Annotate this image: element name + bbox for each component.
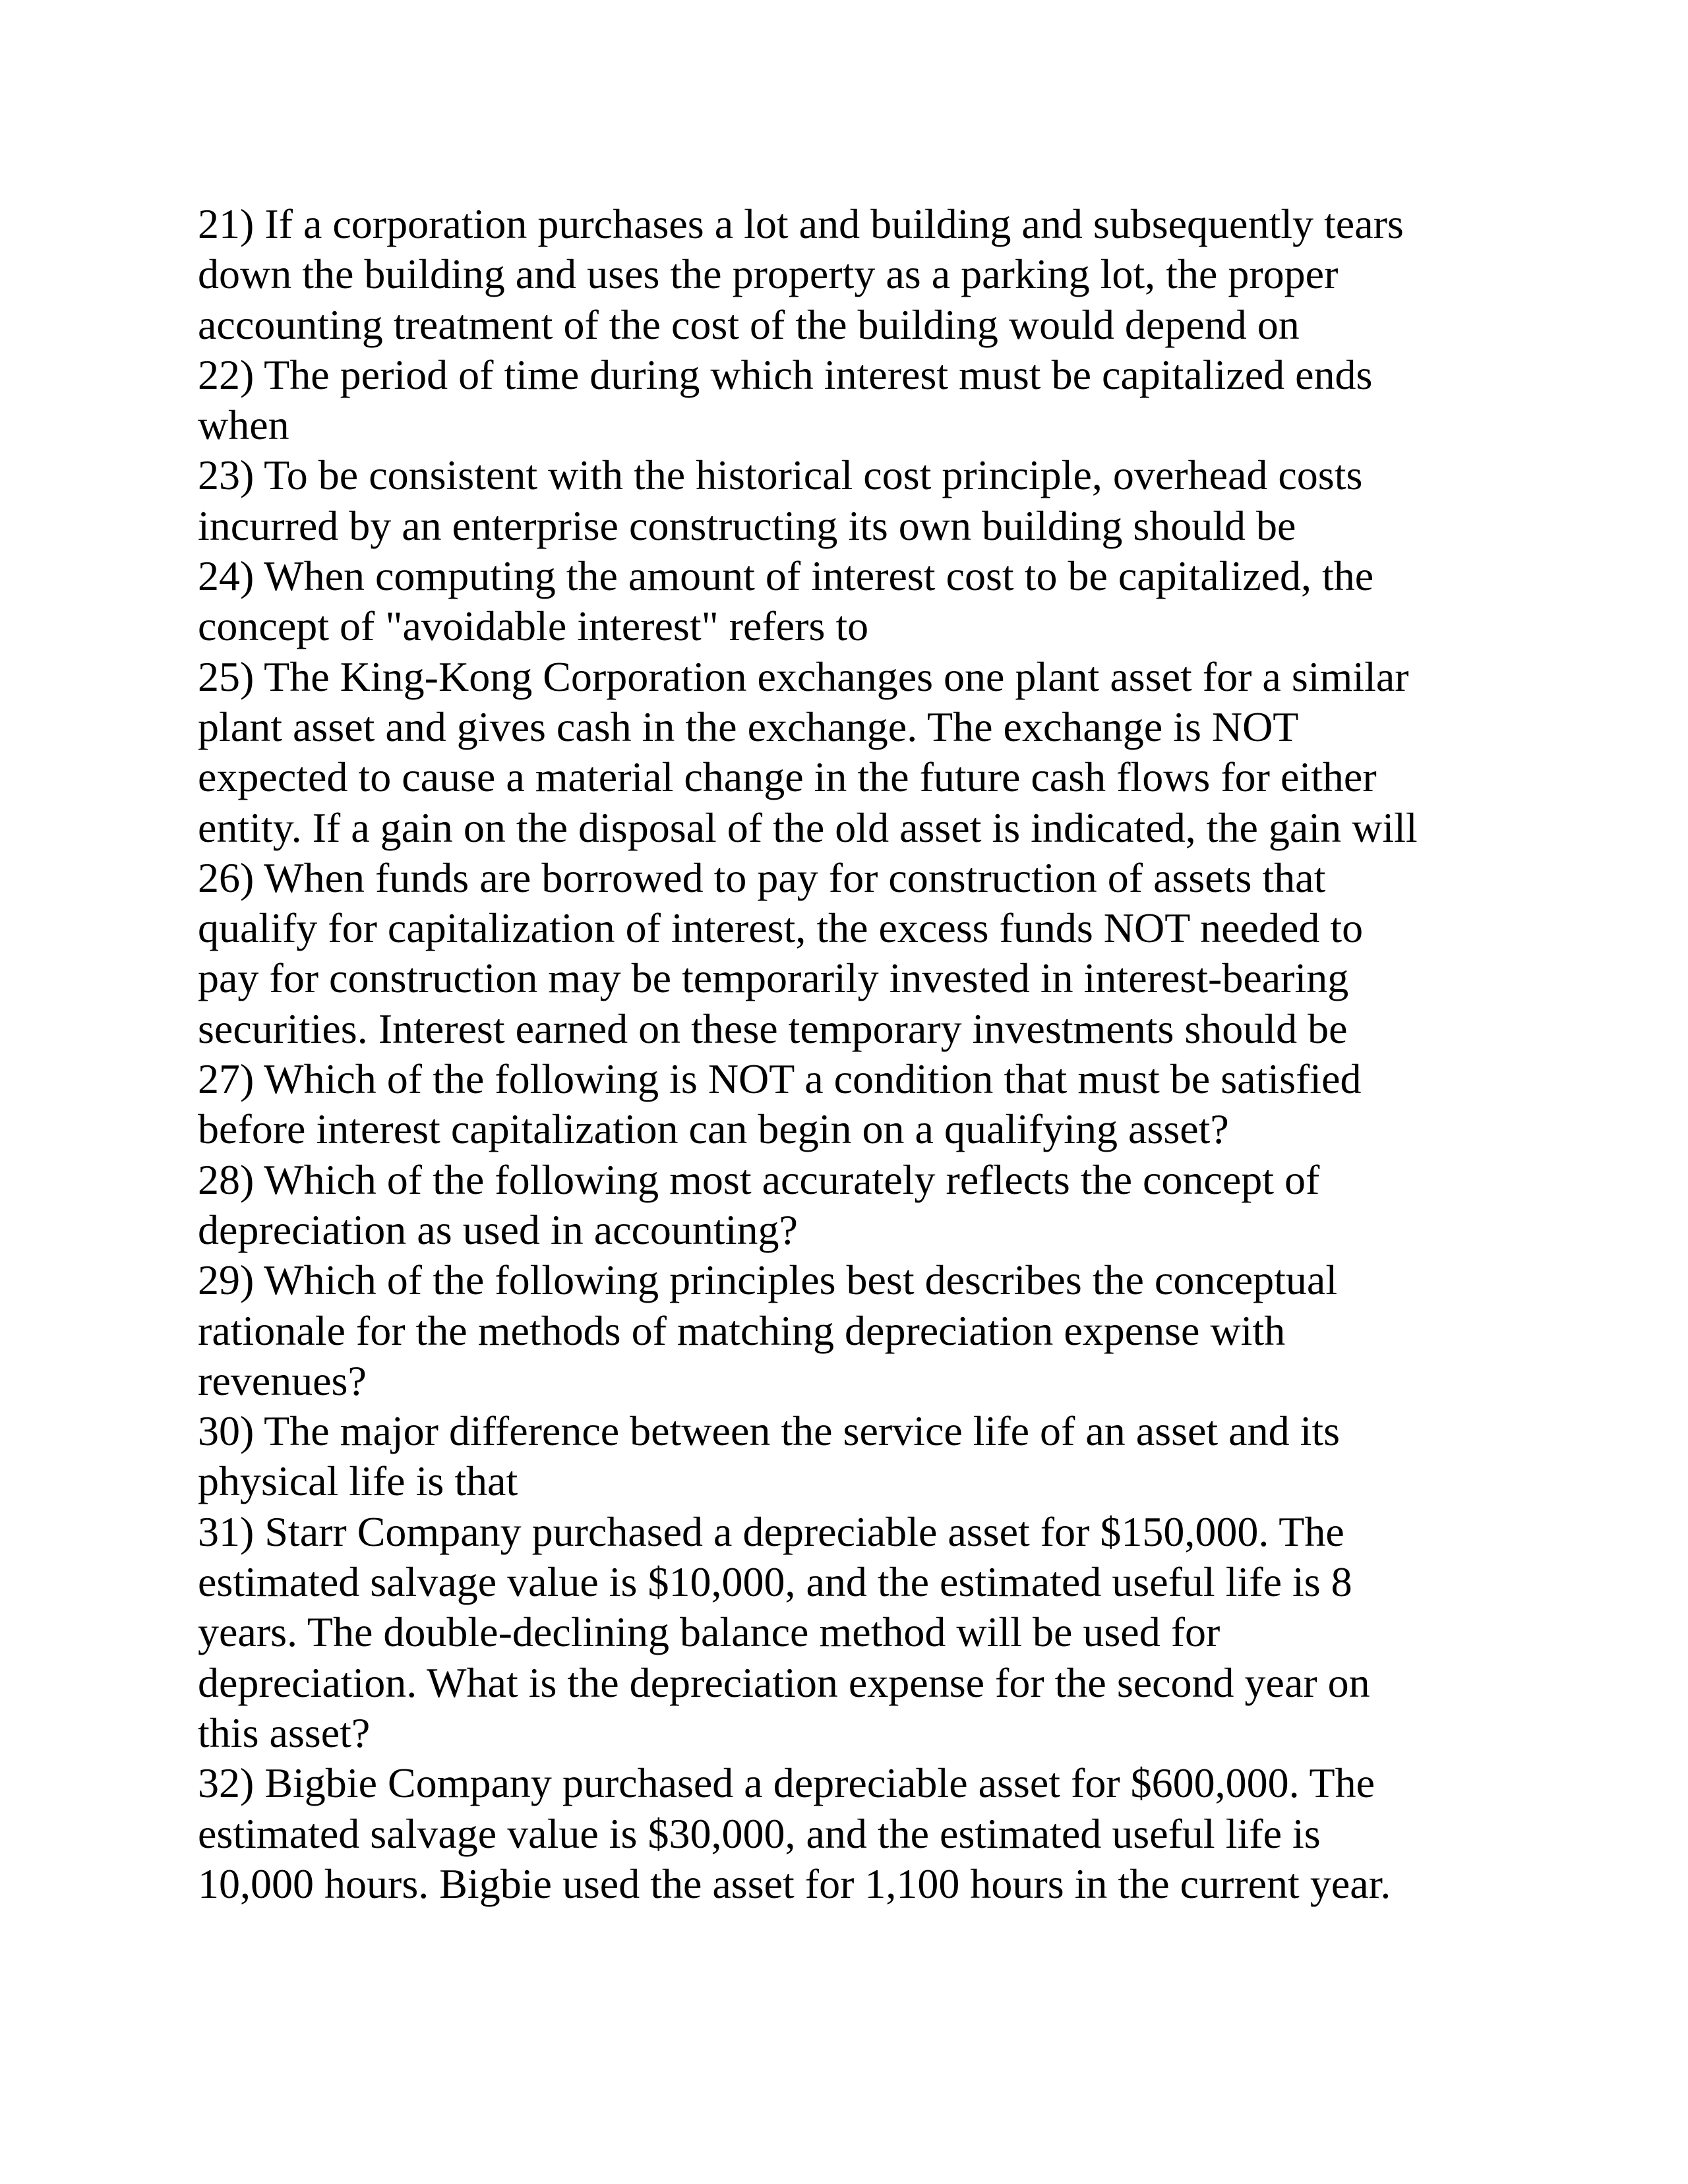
text-line: revenues? bbox=[198, 1357, 367, 1404]
text-line: estimated salvage value is $10,000, and the estimated useful life is 8 bbox=[198, 1558, 1352, 1606]
text-line: 27) Which of the following is NOT a condition that must be satisfied bbox=[198, 1055, 1362, 1103]
text-line: 32) Bigbie Company purchased a depreciable asset for $600,000. The bbox=[198, 1759, 1375, 1807]
text-line: 29) Which of the following principles best describes the conceptual bbox=[198, 1256, 1338, 1304]
text-line: depreciation. What is the depreciation expense for the second year on bbox=[198, 1659, 1370, 1706]
text-line: 26) When funds are borrowed to pay for construction of assets that bbox=[198, 854, 1326, 901]
text-line: 21) If a corporation purchases a lot and building and subsequently tears bbox=[198, 200, 1404, 247]
text-line: down the building and uses the property as a parking lot, the proper bbox=[198, 251, 1339, 298]
text-line: concept of "avoidable interest" refers to bbox=[198, 603, 869, 650]
text-line: years. The double-declining balance method will be used for bbox=[198, 1608, 1221, 1656]
text-line: 28) Which of the following most accurately reflects the concept of bbox=[198, 1156, 1320, 1203]
text-line: 10,000 hours. Bigbie used the asset for 1,100 hours in the current year. bbox=[198, 1860, 1391, 1907]
text-line: estimated salvage value is $30,000, and the estimated useful life is bbox=[198, 1810, 1321, 1857]
text-line: when bbox=[198, 401, 289, 449]
text-line: depreciation as used in accounting? bbox=[198, 1206, 798, 1253]
text-line: incurred by an enterprise constructing its own building should be bbox=[198, 502, 1296, 549]
text-line: 23) To be consistent with the historical cost principle, overhead costs bbox=[198, 452, 1363, 499]
text-line: rationale for the methods of matching depreciation expense with bbox=[198, 1307, 1286, 1354]
text-line: before interest capitalization can begin on a qualifying asset? bbox=[198, 1106, 1229, 1153]
text-line: 30) The major difference between the service life of an asset and its bbox=[198, 1407, 1341, 1455]
text-line: expected to cause a material change in the future cash flows for either bbox=[198, 753, 1377, 801]
text-line: accounting treatment of the cost of the building would depend on bbox=[198, 301, 1300, 348]
text-line: entity. If a gain on the disposal of the old asset is indicated, the gain will bbox=[198, 804, 1418, 851]
text-line: plant asset and gives cash in the exchange. The exchange is NOT bbox=[198, 703, 1299, 750]
text-line: securities. Interest earned on these temporary investments should be bbox=[198, 1005, 1348, 1052]
text-line: 25) The King-Kong Corporation exchanges one plant asset for a similar bbox=[198, 653, 1409, 700]
text-line: this asset? bbox=[198, 1709, 371, 1756]
text-line: 22) The period of time during which interest must be capitalized ends bbox=[198, 351, 1373, 398]
text-line: physical life is that bbox=[198, 1458, 518, 1505]
text-line: 31) Starr Company purchased a depreciable asset for $150,000. The bbox=[198, 1508, 1344, 1555]
text-line: qualify for capitalization of interest, the excess funds NOT needed to bbox=[198, 904, 1364, 952]
question-text-block bbox=[198, 199, 1490, 1909]
text-line: pay for construction may be temporarily invested in interest-bearing bbox=[198, 955, 1349, 1002]
text-line: 24) When computing the amount of interest cost to be capitalized, the bbox=[198, 552, 1374, 600]
